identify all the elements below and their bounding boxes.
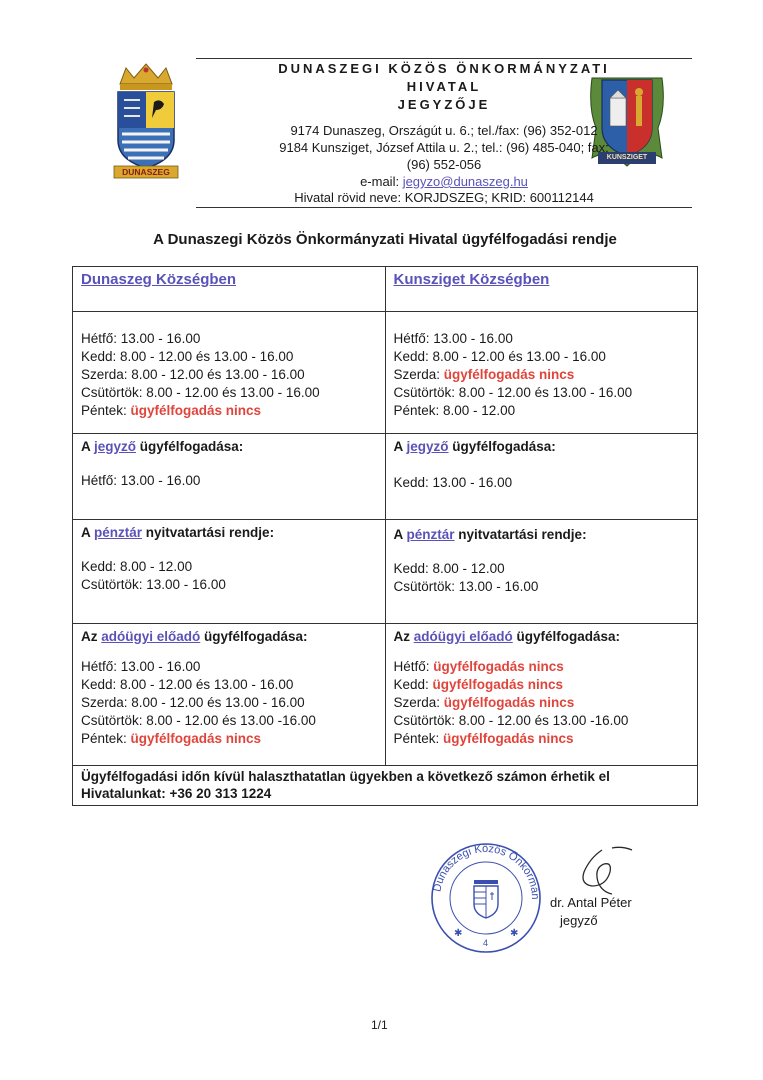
kunsziget-crest-caption: KUNSZIGET bbox=[606, 154, 648, 161]
hours-line: Csütörtök: 8.00 - 12.00 és 13.00 -16.00 bbox=[81, 713, 316, 728]
column-header-kunsziget bbox=[385, 267, 698, 312]
table-row bbox=[73, 312, 698, 434]
svg-text:✱: ✱ bbox=[510, 928, 519, 939]
notary-link[interactable]: jegyző bbox=[94, 439, 137, 454]
heading-post: ügyfélfogadása: bbox=[200, 629, 308, 644]
dunaszeg-coat-of-arms bbox=[108, 62, 184, 180]
cashier-link[interactable]: pénztár bbox=[94, 525, 143, 540]
email-link[interactable]: jegyzo@dunaszeg.hu bbox=[402, 174, 528, 189]
day-label: Szerda: bbox=[393, 367, 444, 382]
hours-line bbox=[394, 366, 698, 384]
emergency-contact-note bbox=[73, 766, 698, 806]
table-row bbox=[73, 624, 698, 766]
notary-hours-dunaszeg bbox=[73, 434, 386, 520]
schedule-table bbox=[72, 266, 698, 806]
section-heading-tax bbox=[394, 628, 698, 646]
hours-line: Szerda: 8.00 - 12.00 és 13.00 - 16.00 bbox=[81, 695, 305, 710]
closed-notice: ügyfélfogadás nincs bbox=[433, 659, 564, 674]
heading-pre: Az bbox=[81, 629, 102, 644]
hours-line: Kedd: 8.00 - 12.00 és 13.00 - 16.00 bbox=[81, 677, 294, 692]
closed-notice: ügyfélfogadás nincs bbox=[130, 731, 262, 746]
closed-notice: ügyfélfogadás nincs bbox=[443, 731, 574, 746]
cashier-hours-dunaszeg bbox=[73, 520, 386, 624]
hours-line: Kedd: 8.00 - 12.00 bbox=[81, 559, 193, 574]
hours-line: Csütörtök: 13.00 - 16.00 bbox=[81, 577, 226, 592]
table-row bbox=[73, 267, 698, 312]
hours-line: Csütörtök: 13.00 - 16.00 bbox=[393, 579, 539, 594]
address-dunaszeg: 9174 Dunaszeg, Országút u. 6.; tel./fax: (96) 352-012 bbox=[290, 123, 598, 138]
hours-line: Hétfő: 13.00 - 16.00 bbox=[81, 659, 201, 674]
day-label: Péntek: bbox=[81, 731, 131, 746]
address-kunsziget: 9184 Kunsziget, József Attila u. 2.; tel.: (96) 485-040; fax: bbox=[279, 140, 609, 155]
hours-line: Kedd: 8.00 - 12.00 és 13.00 - 16.00 bbox=[81, 349, 294, 364]
cashier-hours-kunsziget bbox=[385, 520, 698, 624]
heading-post: nyitvatartási rendje: bbox=[454, 527, 587, 542]
tax-officer-link[interactable]: adóügyi előadó bbox=[413, 629, 513, 644]
table-row bbox=[73, 520, 698, 624]
hours-line: Kedd: 8.00 - 12.00 bbox=[393, 561, 505, 576]
column-header-dunaszeg bbox=[73, 267, 386, 312]
heading-pre: Az bbox=[393, 629, 414, 644]
hours-line bbox=[394, 676, 698, 694]
hours-line: Kedd: 13.00 - 16.00 bbox=[393, 475, 513, 490]
org-name-line1: DUNASZEGI KÖZÖS ÖNKORMÁNYZATI bbox=[278, 61, 610, 76]
note-line: Ügyfélfogadási időn kívül halaszthatatlan ügyekben a következő számon érhetik el bbox=[81, 769, 610, 784]
day-label: Péntek: bbox=[393, 731, 444, 746]
column-title-kunsziget[interactable]: Kunsziget Községben bbox=[393, 271, 550, 288]
section-heading-cashier bbox=[394, 526, 698, 544]
hours-line: Csütörtök: 8.00 - 12.00 és 13.00 - 16.00 bbox=[393, 385, 633, 400]
hours-line: Csütörtök: 8.00 - 12.00 és 13.00 -16.00 bbox=[393, 713, 629, 728]
hours-line: Csütörtök: 8.00 - 12.00 és 13.00 - 16.00 bbox=[81, 385, 320, 400]
address-fax: (96) 552-056 bbox=[406, 157, 482, 172]
section-heading-notary bbox=[394, 438, 698, 456]
page-number: 1/1 bbox=[371, 1018, 388, 1032]
closed-notice: ügyfélfogadás nincs bbox=[432, 677, 564, 692]
hours-line bbox=[394, 730, 698, 748]
heading-pre: A bbox=[81, 439, 94, 454]
signatory-role: jegyző bbox=[560, 913, 598, 928]
cashier-link[interactable]: pénztár bbox=[406, 527, 455, 542]
notary-hours-kunsziget bbox=[385, 434, 698, 520]
hours-line: Kedd: 8.00 - 12.00 és 13.00 - 16.00 bbox=[393, 349, 606, 364]
hours-line bbox=[81, 402, 385, 420]
table-row bbox=[73, 434, 698, 520]
closed-notice: ügyfélfogadás nincs bbox=[443, 367, 575, 382]
column-title-dunaszeg[interactable]: Dunaszeg Községben bbox=[81, 271, 237, 288]
svg-text:Dunaszegi Közös Önkormányzati bbox=[424, 836, 541, 900]
header-bottom-rule bbox=[196, 207, 692, 208]
tax-officer-link[interactable]: adóügyi előadó bbox=[101, 629, 201, 644]
section-heading-notary bbox=[81, 438, 385, 456]
hours-line: Hétfő: 13.00 - 16.00 bbox=[81, 331, 201, 346]
heading-post: ügyfélfogadása: bbox=[136, 439, 244, 454]
heading-post: ügyfélfogadása: bbox=[512, 629, 621, 644]
heading-post: nyitvatartási rendje: bbox=[142, 525, 275, 540]
office-hours-kunsziget bbox=[385, 312, 698, 434]
tax-hours-dunaszeg bbox=[73, 624, 386, 766]
closed-notice: ügyfélfogadás nincs bbox=[443, 695, 575, 710]
hours-line: Hétfő: 13.00 - 16.00 bbox=[81, 473, 201, 488]
signatory-name: dr. Antal Péter bbox=[550, 895, 632, 910]
closed-notice: ügyfélfogadás nincs bbox=[130, 403, 262, 418]
notary-link[interactable]: jegyző bbox=[406, 439, 449, 454]
hours-line bbox=[81, 730, 385, 748]
office-short-name: Hivatal rövid neve: KORJDSZEG; KRID: 600112144 bbox=[294, 190, 594, 205]
document-title: A Dunaszegi Közös Önkormányzati Hivatal ügyfélfogadási rendje bbox=[153, 231, 617, 248]
hours-line: Hétfő: 13.00 - 16.00 bbox=[393, 331, 513, 346]
svg-text:✱: ✱ bbox=[454, 928, 463, 939]
header-top-rule bbox=[196, 58, 692, 59]
section-heading-cashier bbox=[81, 524, 385, 542]
dunaszeg-crest-caption: DUNASZEG bbox=[122, 167, 170, 177]
office-hours-dunaszeg bbox=[73, 312, 386, 434]
day-label: Péntek: bbox=[81, 403, 131, 418]
heading-pre: A bbox=[393, 527, 407, 542]
heading-post: ügyfélfogadása: bbox=[448, 439, 556, 454]
day-label: Kedd: bbox=[393, 677, 433, 692]
hours-line: Péntek: 8.00 - 12.00 bbox=[393, 403, 516, 418]
heading-pre: A bbox=[81, 525, 94, 540]
org-name-line2: HIVATAL bbox=[406, 79, 482, 94]
note-line: Hivatalunkat: +36 20 313 1224 bbox=[81, 786, 272, 801]
official-stamp bbox=[424, 836, 548, 954]
stamp-ring-text: Dunaszegi Közös Önkormán bbox=[431, 842, 542, 900]
handwritten-signature bbox=[572, 846, 636, 896]
heading-pre: A bbox=[393, 439, 407, 454]
table-row bbox=[73, 766, 698, 806]
hours-line: Szerda: 8.00 - 12.00 és 13.00 - 16.00 bbox=[81, 367, 305, 382]
hours-line bbox=[394, 694, 698, 712]
stamp-number: 4 bbox=[483, 938, 489, 948]
email-line bbox=[196, 173, 692, 190]
email-label: e-mail: bbox=[360, 174, 403, 189]
tax-hours-kunsziget bbox=[385, 624, 698, 766]
section-heading-tax bbox=[81, 628, 385, 646]
day-label: Hétfő: bbox=[393, 659, 434, 674]
org-name-line3: JEGYZŐJE bbox=[397, 97, 491, 112]
hours-line bbox=[394, 658, 698, 676]
day-label: Szerda: bbox=[393, 695, 444, 710]
